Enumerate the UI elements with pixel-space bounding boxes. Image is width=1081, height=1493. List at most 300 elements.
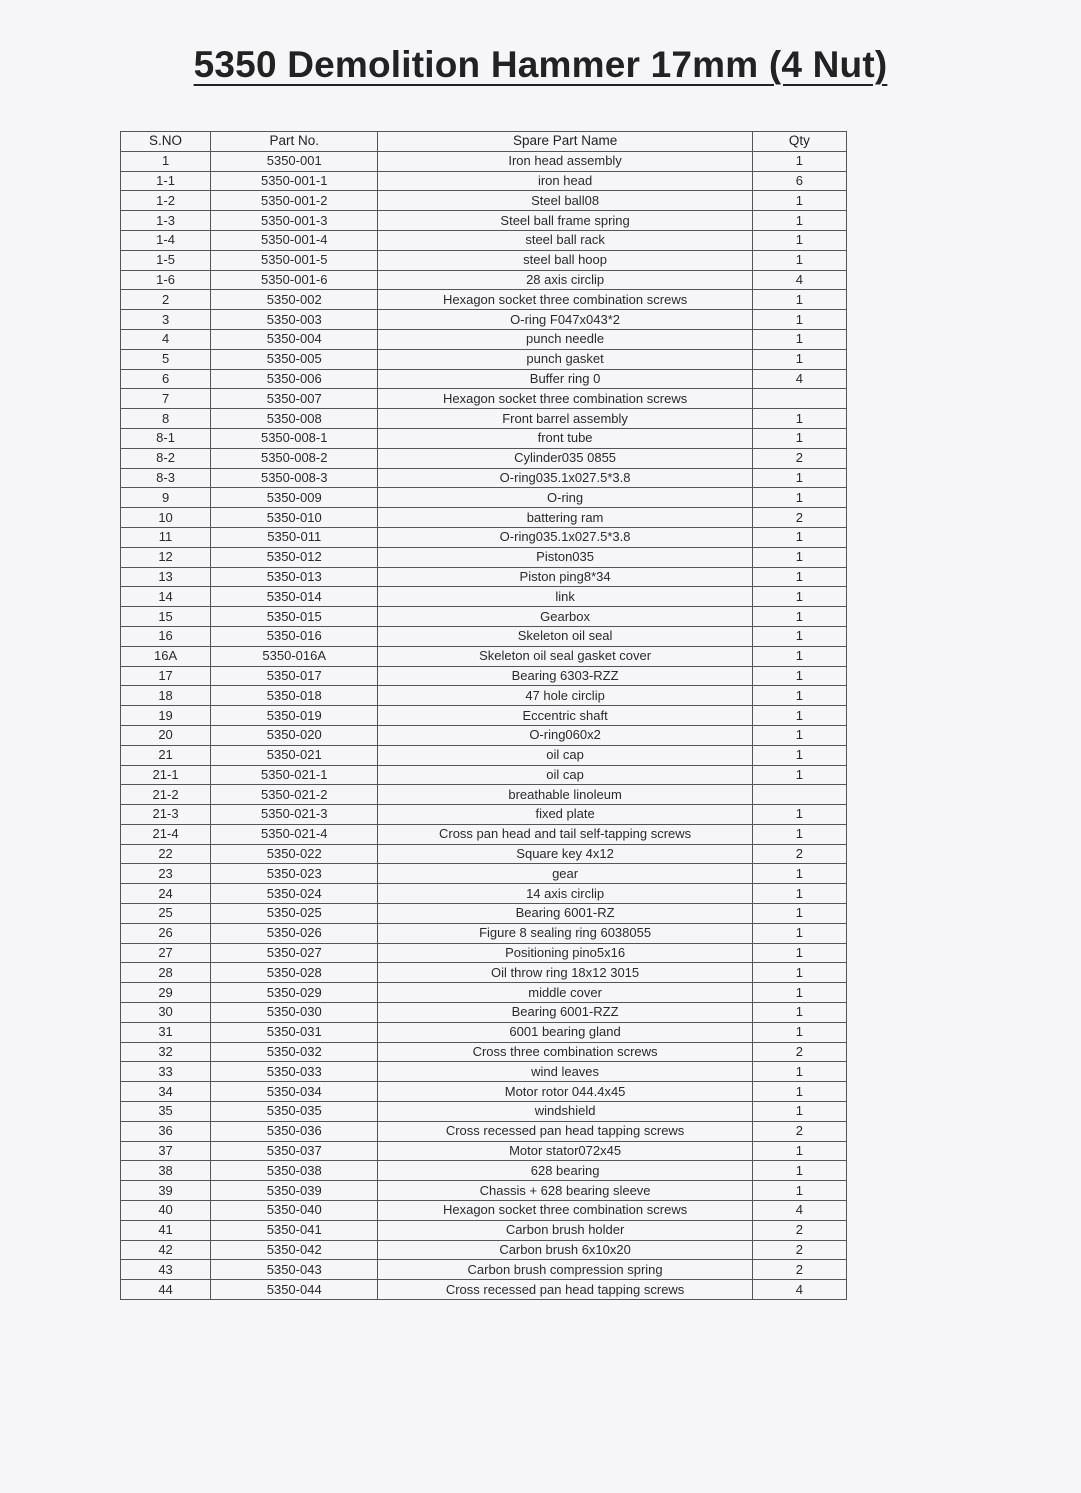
cell-qty: 1: [752, 547, 846, 567]
table-row: [121, 369, 847, 389]
cell-sno: 39: [121, 1181, 211, 1201]
cell-qty: 1: [752, 1161, 846, 1181]
table-row: [121, 1161, 847, 1181]
cell-part-no: 5350-037: [211, 1141, 378, 1161]
cell-qty: 1: [752, 230, 846, 250]
cell-spare-part-name: O-ring060x2: [378, 725, 753, 745]
cell-part-no: 5350-020: [211, 725, 378, 745]
cell-part-no: 5350-011: [211, 527, 378, 547]
cell-sno: 17: [121, 666, 211, 686]
cell-part-no: 5350-035: [211, 1102, 378, 1122]
table-row: [121, 824, 847, 844]
cell-spare-part-name: gear: [378, 864, 753, 884]
cell-spare-part-name: Piston ping8*34: [378, 567, 753, 587]
table-row: [121, 745, 847, 765]
cell-spare-part-name: O-ring035.1x027.5*3.8: [378, 468, 753, 488]
cell-spare-part-name: Skeleton oil seal: [378, 626, 753, 646]
cell-qty: 1: [752, 1022, 846, 1042]
cell-spare-part-name: Oil throw ring 18x12 3015: [378, 963, 753, 983]
cell-part-no: 5350-043: [211, 1260, 378, 1280]
cell-part-no: 5350-010: [211, 508, 378, 528]
cell-part-no: 5350-008-1: [211, 428, 378, 448]
cell-spare-part-name: windshield: [378, 1102, 753, 1122]
cell-qty: 1: [752, 607, 846, 627]
cell-qty: 1: [752, 290, 846, 310]
table-row: [121, 448, 847, 468]
cell-qty: 2: [752, 1042, 846, 1062]
cell-part-no: 5350-026: [211, 923, 378, 943]
cell-sno: 4: [121, 329, 211, 349]
cell-part-no: 5350-024: [211, 884, 378, 904]
cell-part-no: 5350-021-3: [211, 805, 378, 825]
cell-part-no: 5350-028: [211, 963, 378, 983]
cell-spare-part-name: oil cap: [378, 745, 753, 765]
cell-qty: 1: [752, 250, 846, 270]
table-row: [121, 983, 847, 1003]
table-row: [121, 943, 847, 963]
cell-spare-part-name: Bearing 6001-RZ: [378, 904, 753, 924]
table-row: [121, 1022, 847, 1042]
cell-sno: 1: [121, 151, 211, 171]
cell-qty: 1: [752, 923, 846, 943]
cell-part-no: 5350-016A: [211, 646, 378, 666]
cell-part-no: 5350-032: [211, 1042, 378, 1062]
cell-spare-part-name: middle cover: [378, 983, 753, 1003]
cell-qty: 1: [752, 567, 846, 587]
cell-spare-part-name: Cross three combination screws: [378, 1042, 753, 1062]
cell-spare-part-name: Cylinder035 0855: [378, 448, 753, 468]
table-row: [121, 805, 847, 825]
cell-spare-part-name: Front barrel assembly: [378, 409, 753, 429]
cell-spare-part-name: Skeleton oil seal gasket cover: [378, 646, 753, 666]
page-title-text: 5350 Demolition Hammer 17mm (4 Nut): [193, 44, 888, 85]
cell-part-no: 5350-021-4: [211, 824, 378, 844]
cell-sno: 44: [121, 1280, 211, 1300]
cell-part-no: 5350-027: [211, 943, 378, 963]
cell-part-no: 5350-021: [211, 745, 378, 765]
table-row: [121, 270, 847, 290]
table-row: [121, 191, 847, 211]
header-spare-part-name: Spare Part Name: [378, 132, 753, 152]
cell-sno: 21-1: [121, 765, 211, 785]
cell-sno: 33: [121, 1062, 211, 1082]
cell-qty: 1: [752, 151, 846, 171]
cell-spare-part-name: O-ring035.1x027.5*3.8: [378, 527, 753, 547]
cell-sno: 21: [121, 745, 211, 765]
cell-sno: 23: [121, 864, 211, 884]
cell-sno: 8-3: [121, 468, 211, 488]
cell-sno: 42: [121, 1240, 211, 1260]
cell-sno: 11: [121, 527, 211, 547]
cell-sno: 27: [121, 943, 211, 963]
cell-sno: 29: [121, 983, 211, 1003]
cell-sno: 30: [121, 1003, 211, 1023]
cell-sno: 21-4: [121, 824, 211, 844]
cell-sno: 1-4: [121, 230, 211, 250]
cell-qty: 1: [752, 1082, 846, 1102]
cell-qty: 1: [752, 765, 846, 785]
table-row: [121, 923, 847, 943]
cell-sno: 28: [121, 963, 211, 983]
cell-qty: 1: [752, 1181, 846, 1201]
cell-sno: 34: [121, 1082, 211, 1102]
table-row: [121, 666, 847, 686]
table-row: [121, 310, 847, 330]
cell-spare-part-name: Hexagon socket three combination screws: [378, 1201, 753, 1221]
table-row: [121, 547, 847, 567]
cell-spare-part-name: Chassis + 628 bearing sleeve: [378, 1181, 753, 1201]
table-row: [121, 1003, 847, 1023]
table-row: [121, 1082, 847, 1102]
cell-qty: 2: [752, 844, 846, 864]
cell-part-no: 5350-040: [211, 1201, 378, 1221]
cell-qty: 2: [752, 448, 846, 468]
table-row: [121, 1062, 847, 1082]
cell-part-no: 5350-031: [211, 1022, 378, 1042]
cell-spare-part-name: Hexagon socket three combination screws: [378, 290, 753, 310]
table-row: [121, 151, 847, 171]
cell-spare-part-name: 47 hole circlip: [378, 686, 753, 706]
cell-sno: 16A: [121, 646, 211, 666]
table-row: [121, 587, 847, 607]
cell-sno: 8-1: [121, 428, 211, 448]
cell-qty: 2: [752, 1121, 846, 1141]
table-row: [121, 1102, 847, 1122]
cell-sno: 31: [121, 1022, 211, 1042]
cell-qty: 1: [752, 428, 846, 448]
table-row: [121, 508, 847, 528]
cell-sno: 10: [121, 508, 211, 528]
cell-sno: 21-3: [121, 805, 211, 825]
cell-sno: 38: [121, 1161, 211, 1181]
table-row: [121, 389, 847, 409]
cell-qty: 2: [752, 508, 846, 528]
cell-qty: 4: [752, 1201, 846, 1221]
cell-spare-part-name: fixed plate: [378, 805, 753, 825]
cell-spare-part-name: oil cap: [378, 765, 753, 785]
table-row: [121, 329, 847, 349]
table-row: [121, 409, 847, 429]
table-row: [121, 1042, 847, 1062]
cell-part-no: 5350-015: [211, 607, 378, 627]
cell-qty: 6: [752, 171, 846, 191]
cell-part-no: 5350-008-3: [211, 468, 378, 488]
cell-part-no: 5350-044: [211, 1280, 378, 1300]
cell-sno: 1-2: [121, 191, 211, 211]
cell-spare-part-name: Iron head assembly: [378, 151, 753, 171]
cell-part-no: 5350-008-2: [211, 448, 378, 468]
cell-part-no: 5350-036: [211, 1121, 378, 1141]
cell-spare-part-name: steel ball hoop: [378, 250, 753, 270]
cell-spare-part-name: Piston035: [378, 547, 753, 567]
cell-sno: 40: [121, 1201, 211, 1221]
cell-part-no: 5350-016: [211, 626, 378, 646]
table-row: [121, 1121, 847, 1141]
cell-spare-part-name: Positioning pino5x16: [378, 943, 753, 963]
cell-part-no: 5350-041: [211, 1220, 378, 1240]
cell-sno: 32: [121, 1042, 211, 1062]
cell-spare-part-name: Motor stator072x45: [378, 1141, 753, 1161]
cell-qty: 2: [752, 1260, 846, 1280]
cell-qty: 1: [752, 1102, 846, 1122]
cell-qty: [752, 389, 846, 409]
cell-part-no: 5350-021-2: [211, 785, 378, 805]
cell-spare-part-name: Buffer ring 0: [378, 369, 753, 389]
cell-spare-part-name: Figure 8 sealing ring 6038055: [378, 923, 753, 943]
table-row: [121, 765, 847, 785]
cell-spare-part-name: link: [378, 587, 753, 607]
cell-sno: 6: [121, 369, 211, 389]
table-row: [121, 1220, 847, 1240]
cell-part-no: 5350-029: [211, 983, 378, 1003]
cell-qty: 4: [752, 270, 846, 290]
cell-part-no: 5350-019: [211, 706, 378, 726]
table-row: [121, 1141, 847, 1161]
cell-part-no: 5350-022: [211, 844, 378, 864]
cell-sno: 5: [121, 349, 211, 369]
cell-spare-part-name: O-ring F047x043*2: [378, 310, 753, 330]
cell-qty: 1: [752, 349, 846, 369]
cell-spare-part-name: punch gasket: [378, 349, 753, 369]
cell-sno: 43: [121, 1260, 211, 1280]
table-row: [121, 725, 847, 745]
cell-spare-part-name: battering ram: [378, 508, 753, 528]
cell-spare-part-name: Square key 4x12: [378, 844, 753, 864]
cell-part-no: 5350-030: [211, 1003, 378, 1023]
cell-sno: 21-2: [121, 785, 211, 805]
cell-qty: 1: [752, 904, 846, 924]
cell-qty: 1: [752, 468, 846, 488]
cell-spare-part-name: punch needle: [378, 329, 753, 349]
table-row: [121, 230, 847, 250]
cell-spare-part-name: Cross pan head and tail self-tapping screws: [378, 824, 753, 844]
cell-qty: 1: [752, 686, 846, 706]
cell-qty: 1: [752, 725, 846, 745]
cell-spare-part-name: Carbon brush holder: [378, 1220, 753, 1240]
cell-sno: 7: [121, 389, 211, 409]
cell-part-no: 5350-004: [211, 329, 378, 349]
cell-spare-part-name: steel ball rack: [378, 230, 753, 250]
cell-sno: 8: [121, 409, 211, 429]
cell-qty: 1: [752, 745, 846, 765]
cell-spare-part-name: Carbon brush 6x10x20: [378, 1240, 753, 1260]
cell-spare-part-name: wind leaves: [378, 1062, 753, 1082]
table-row: [121, 706, 847, 726]
cell-part-no: 5350-001-2: [211, 191, 378, 211]
cell-part-no: 5350-006: [211, 369, 378, 389]
table-row: [121, 904, 847, 924]
cell-spare-part-name: iron head: [378, 171, 753, 191]
table-row: [121, 626, 847, 646]
cell-spare-part-name: Eccentric shaft: [378, 706, 753, 726]
cell-spare-part-name: Bearing 6303-RZZ: [378, 666, 753, 686]
cell-part-no: 5350-033: [211, 1062, 378, 1082]
cell-sno: 14: [121, 587, 211, 607]
cell-qty: 4: [752, 1280, 846, 1300]
cell-spare-part-name: Carbon brush compression spring: [378, 1260, 753, 1280]
cell-qty: 1: [752, 1141, 846, 1161]
cell-part-no: 5350-003: [211, 310, 378, 330]
cell-part-no: 5350-021-1: [211, 765, 378, 785]
cell-part-no: 5350-001: [211, 151, 378, 171]
cell-qty: [752, 785, 846, 805]
cell-spare-part-name: Cross recessed pan head tapping screws: [378, 1121, 753, 1141]
table-row: [121, 963, 847, 983]
cell-sno: 2: [121, 290, 211, 310]
cell-spare-part-name: Hexagon socket three combination screws: [378, 389, 753, 409]
cell-sno: 9: [121, 488, 211, 508]
cell-part-no: 5350-013: [211, 567, 378, 587]
cell-qty: 1: [752, 626, 846, 646]
cell-part-no: 5350-012: [211, 547, 378, 567]
header-sno: S.NO: [121, 132, 211, 152]
table-row: [121, 785, 847, 805]
table-row: [121, 527, 847, 547]
cell-sno: 8-2: [121, 448, 211, 468]
cell-part-no: 5350-007: [211, 389, 378, 409]
cell-qty: 1: [752, 983, 846, 1003]
cell-spare-part-name: O-ring: [378, 488, 753, 508]
header-part-no: Part No.: [211, 132, 378, 152]
cell-qty: 1: [752, 963, 846, 983]
table-row: [121, 1280, 847, 1300]
cell-spare-part-name: 28 axis circlip: [378, 270, 753, 290]
cell-sno: 16: [121, 626, 211, 646]
cell-sno: 35: [121, 1102, 211, 1122]
cell-sno: 41: [121, 1220, 211, 1240]
cell-part-no: 5350-001-5: [211, 250, 378, 270]
table-row: [121, 686, 847, 706]
cell-spare-part-name: Motor rotor 044.4x45: [378, 1082, 753, 1102]
cell-part-no: 5350-034: [211, 1082, 378, 1102]
cell-qty: 1: [752, 1003, 846, 1023]
table-row: [121, 171, 847, 191]
cell-part-no: 5350-001-6: [211, 270, 378, 290]
cell-qty: 1: [752, 527, 846, 547]
cell-spare-part-name: Bearing 6001-RZZ: [378, 1003, 753, 1023]
table-row: [121, 607, 847, 627]
cell-sno: 22: [121, 844, 211, 864]
cell-spare-part-name: 628 bearing: [378, 1161, 753, 1181]
cell-spare-part-name: Cross recessed pan head tapping screws: [378, 1280, 753, 1300]
cell-sno: 13: [121, 567, 211, 587]
cell-sno: 37: [121, 1141, 211, 1161]
cell-part-no: 5350-001-4: [211, 230, 378, 250]
cell-sno: 18: [121, 686, 211, 706]
cell-part-no: 5350-009: [211, 488, 378, 508]
page-title: [0, 44, 1081, 86]
cell-sno: 25: [121, 904, 211, 924]
table-row: [121, 250, 847, 270]
cell-sno: 26: [121, 923, 211, 943]
table-row: [121, 1240, 847, 1260]
table-header: [121, 132, 847, 152]
cell-part-no: 5350-042: [211, 1240, 378, 1260]
cell-qty: 1: [752, 706, 846, 726]
cell-part-no: 5350-005: [211, 349, 378, 369]
cell-part-no: 5350-023: [211, 864, 378, 884]
table-row: [121, 1181, 847, 1201]
cell-part-no: 5350-001-3: [211, 211, 378, 231]
cell-qty: 1: [752, 884, 846, 904]
table-row: [121, 349, 847, 369]
cell-qty: 1: [752, 409, 846, 429]
cell-qty: 1: [752, 1062, 846, 1082]
cell-qty: 1: [752, 488, 846, 508]
table-row: [121, 290, 847, 310]
cell-spare-part-name: Steel ball08: [378, 191, 753, 211]
cell-spare-part-name: 14 axis circlip: [378, 884, 753, 904]
table-row: [121, 488, 847, 508]
spare-parts-table: [120, 131, 847, 1300]
cell-qty: 1: [752, 310, 846, 330]
cell-spare-part-name: breathable linoleum: [378, 785, 753, 805]
table-row: [121, 884, 847, 904]
table-row: [121, 567, 847, 587]
cell-qty: 1: [752, 329, 846, 349]
table-row: [121, 428, 847, 448]
cell-sno: 19: [121, 706, 211, 726]
cell-part-no: 5350-025: [211, 904, 378, 924]
cell-qty: 1: [752, 211, 846, 231]
cell-sno: 1-3: [121, 211, 211, 231]
table-body: [121, 151, 847, 1299]
cell-qty: 4: [752, 369, 846, 389]
cell-qty: 1: [752, 191, 846, 211]
cell-qty: 2: [752, 1220, 846, 1240]
cell-part-no: 5350-017: [211, 666, 378, 686]
cell-part-no: 5350-001-1: [211, 171, 378, 191]
cell-qty: 1: [752, 824, 846, 844]
cell-qty: 1: [752, 805, 846, 825]
header-qty: Qty: [752, 132, 846, 152]
cell-sno: 36: [121, 1121, 211, 1141]
cell-sno: 1-5: [121, 250, 211, 270]
table-row: [121, 844, 847, 864]
table-row: [121, 1260, 847, 1280]
cell-sno: 1-1: [121, 171, 211, 191]
cell-spare-part-name: 6001 bearing gland: [378, 1022, 753, 1042]
table-row: [121, 646, 847, 666]
cell-part-no: 5350-002: [211, 290, 378, 310]
table-row: [121, 1201, 847, 1221]
cell-qty: 1: [752, 943, 846, 963]
cell-part-no: 5350-014: [211, 587, 378, 607]
cell-qty: 1: [752, 864, 846, 884]
cell-sno: 3: [121, 310, 211, 330]
table-row: [121, 211, 847, 231]
cell-sno: 1-6: [121, 270, 211, 290]
cell-part-no: 5350-018: [211, 686, 378, 706]
cell-spare-part-name: Gearbox: [378, 607, 753, 627]
cell-part-no: 5350-008: [211, 409, 378, 429]
cell-part-no: 5350-038: [211, 1161, 378, 1181]
cell-sno: 20: [121, 725, 211, 745]
cell-qty: 1: [752, 646, 846, 666]
cell-part-no: 5350-039: [211, 1181, 378, 1201]
cell-sno: 12: [121, 547, 211, 567]
cell-sno: 15: [121, 607, 211, 627]
cell-sno: 24: [121, 884, 211, 904]
cell-qty: 1: [752, 587, 846, 607]
table-row: [121, 468, 847, 488]
cell-spare-part-name: Steel ball frame spring: [378, 211, 753, 231]
table-row: [121, 864, 847, 884]
cell-qty: 1: [752, 666, 846, 686]
header-row: [121, 132, 847, 152]
cell-spare-part-name: front tube: [378, 428, 753, 448]
cell-qty: 2: [752, 1240, 846, 1260]
